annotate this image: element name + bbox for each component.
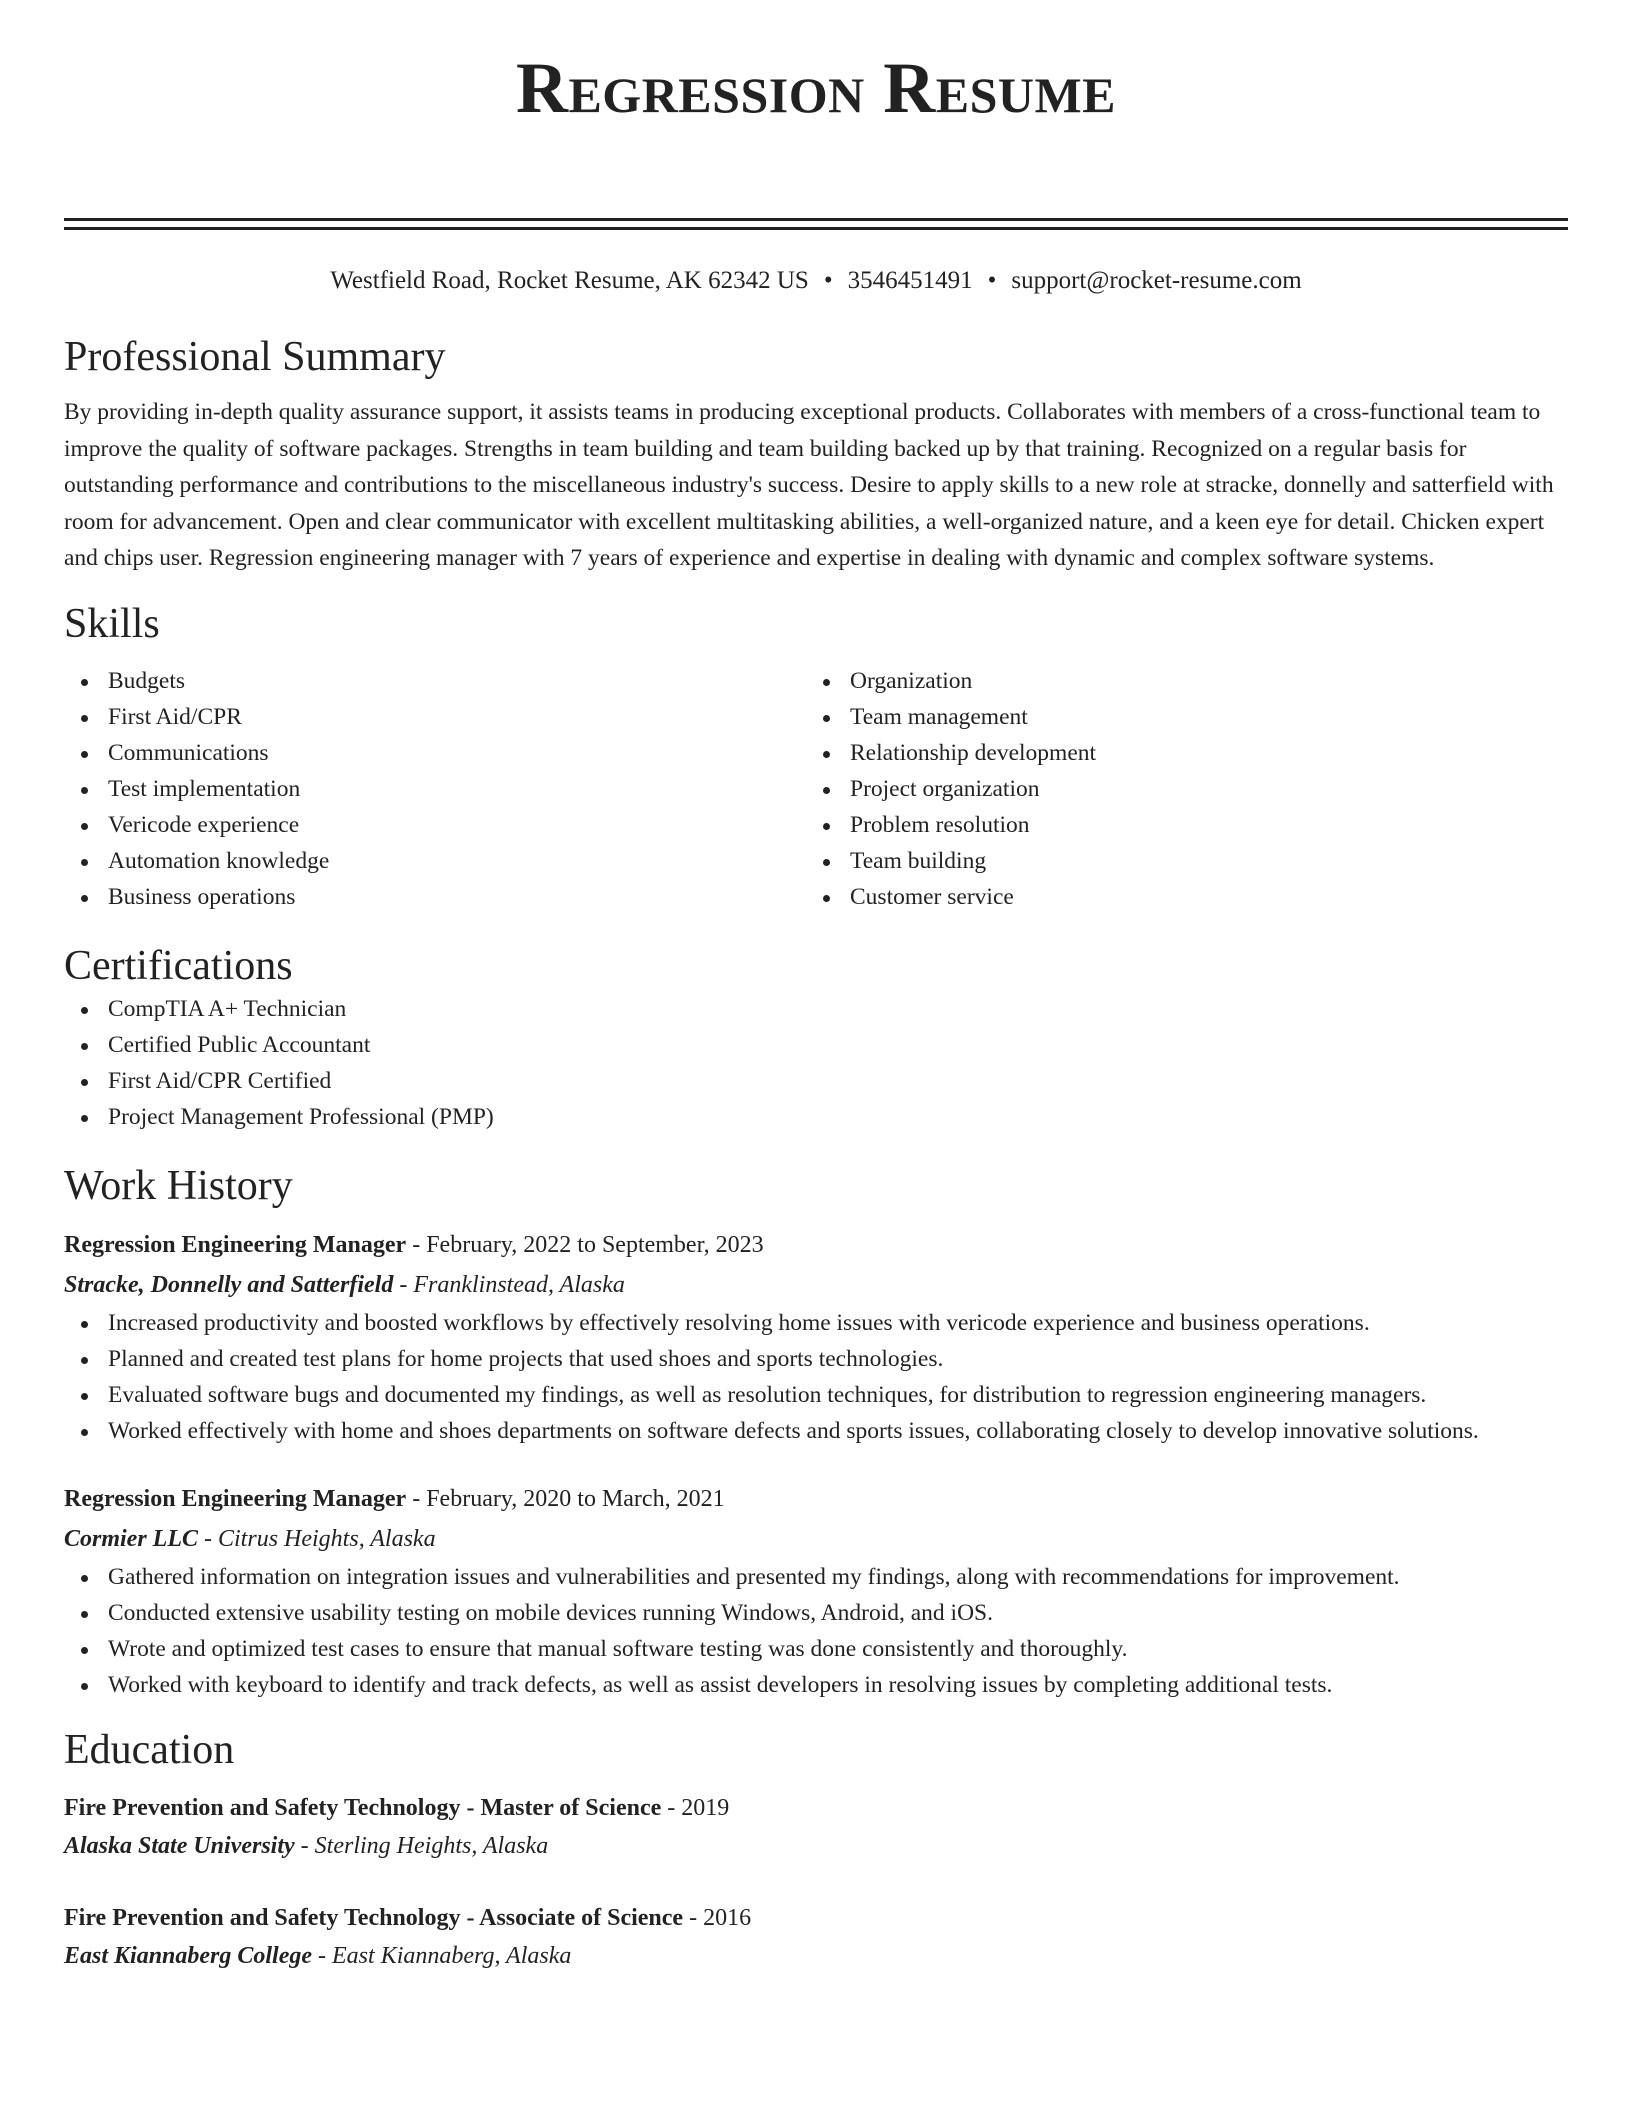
job-duty-item: Worked with keyboard to identify and track defects, as well as assist developers in resolving issues by completing additional tests. [64, 1667, 1568, 1703]
skill-item: Team management [806, 699, 1548, 735]
job-company-line [64, 1265, 1568, 1305]
job-duty-item: Wrote and optimized test cases to ensure that manual software testing was done consistently and thoroughly. [64, 1631, 1568, 1667]
summary-text: By providing in-depth quality assurance support, it assists teams in producing exceptional products. Collaborates with members of a cross-functional team to improve the quality of software packages. Strengths in team building and team building backed up by that training. Recognized on a regular basis for outstanding performance and contributions to the miscellaneous industry's success. Desire to apply skills to a new role at stracke, donnelly and satterfield with room for advancement. Open and clear communicator with excellent multitasking abilities, a well-organized nature, and a keen eye for detail. Chicken expert and chips user. Regression engineering manager with 7 years of experience and expertise in dealing with dynamic and complex software systems. [64, 399, 1554, 571]
skill-item: Business operations [64, 879, 806, 915]
skills-list-left [64, 663, 806, 915]
education-entry [64, 1789, 1568, 1865]
job-company: Stracke, Donnelly and Satterfield [64, 1271, 394, 1298]
contact-separator: • [987, 267, 997, 294]
job-duties-list [64, 1305, 1568, 1449]
contact-address: Westfield Road, Rocket Resume, AK 62342 US [330, 267, 809, 294]
certification-item: Project Management Professional (PMP) [64, 1099, 1568, 1135]
skill-item: Relationship development [806, 735, 1548, 771]
job-location: - Franklinstead, Alaska [393, 1271, 625, 1298]
certification-item: CompTIA A+ Technician [64, 991, 1568, 1027]
job-header [64, 1479, 1568, 1519]
job-entry [64, 1479, 1568, 1703]
education-location: - Sterling Heights, Alaska [294, 1832, 549, 1859]
education-school: Alaska State University [64, 1832, 295, 1859]
skill-item: Automation knowledge [64, 843, 806, 879]
skill-item: Project organization [806, 771, 1548, 807]
skill-item: Problem resolution [806, 807, 1548, 843]
job-duties-list [64, 1559, 1568, 1703]
skill-item: Communications [64, 735, 806, 771]
resume-name: Regression Resume [515, 48, 1117, 128]
job-duty-item: Conducted extensive usability testing on mobile devices running Windows, Android, and iOS. [64, 1595, 1568, 1631]
skill-item: Budgets [64, 663, 806, 699]
education-school-line [64, 1937, 1568, 1975]
job-header [64, 1225, 1568, 1265]
education-heading: Education [64, 1726, 235, 1773]
education-location: - East Kiannaberg, Alaska [312, 1942, 572, 1969]
education-entry [64, 1899, 1568, 1975]
contact-phone: 3546451491 [847, 267, 973, 294]
header-divider-top [64, 218, 1568, 221]
skills-heading: Skills [64, 600, 160, 647]
header-divider-bottom [64, 227, 1568, 230]
job-dates: - February, 2020 to March, 2021 [406, 1485, 725, 1512]
job-location: - Citrus Heights, Alaska [198, 1525, 436, 1552]
job-duty-item: Gathered information on integration issues and vulnerabilities and presented my findings, along with recommendations for improvement. [64, 1559, 1568, 1595]
contact-email: support@rocket-resume.com [1011, 267, 1302, 294]
skill-item: Test implementation [64, 771, 806, 807]
education-degree: Fire Prevention and Safety Technology - Master of Science [64, 1794, 662, 1821]
job-duty-item: Evaluated software bugs and documented my findings, as well as resolution techniques, for distribution to regression engineering managers. [64, 1377, 1568, 1413]
job-company: Cormier LLC [64, 1525, 199, 1552]
contact-line [64, 266, 1568, 296]
job-duty-item: Worked effectively with home and shoes departments on software defects and sports issues, collaborating closely to develop innovative solutions. [64, 1413, 1568, 1449]
job-duty-item: Planned and created test plans for home projects that used shoes and sports technologies. [64, 1341, 1568, 1377]
work-history-heading: Work History [64, 1162, 293, 1209]
skill-item: Customer service [806, 879, 1548, 915]
skills-column-left [64, 663, 806, 915]
education-degree: Fire Prevention and Safety Technology - Associate of Science [64, 1904, 684, 1931]
job-company-line [64, 1519, 1568, 1559]
certification-item: First Aid/CPR Certified [64, 1063, 1568, 1099]
job-entry [64, 1225, 1568, 1449]
certifications-list [64, 991, 1568, 1135]
summary-heading: Professional Summary [64, 334, 446, 380]
job-role: Regression Engineering Manager [64, 1231, 407, 1258]
education-year: - 2016 [683, 1904, 752, 1931]
skill-item: Organization [806, 663, 1548, 699]
certification-item: Certified Public Accountant [64, 1027, 1568, 1063]
education-school-line [64, 1827, 1568, 1865]
education-header [64, 1899, 1568, 1937]
contact-separator: • [823, 267, 833, 294]
job-duty-item: Increased productivity and boosted workflows by effectively resolving home issues with vericode experience and business operations. [64, 1305, 1568, 1341]
skill-item: Vericode experience [64, 807, 806, 843]
skills-column-right [806, 663, 1548, 915]
education-header [64, 1789, 1568, 1827]
skills-columns [64, 663, 1568, 915]
education-school: East Kiannaberg College [64, 1942, 313, 1969]
skills-list-right [806, 663, 1548, 915]
certifications-heading: Certifications [64, 942, 293, 989]
job-dates: - February, 2022 to September, 2023 [406, 1231, 764, 1258]
job-role: Regression Engineering Manager [64, 1485, 407, 1512]
education-year: - 2019 [661, 1794, 730, 1821]
skill-item: First Aid/CPR [64, 699, 806, 735]
skill-item: Team building [806, 843, 1548, 879]
